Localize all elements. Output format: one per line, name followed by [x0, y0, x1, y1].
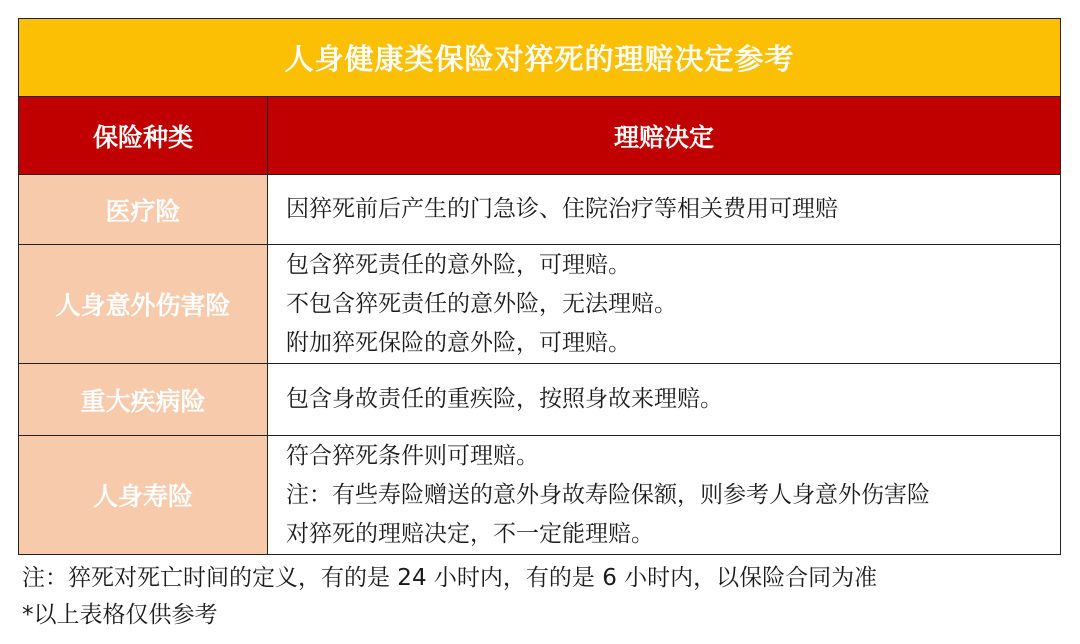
- footnote-disclaimer: *以上表格仅供参考: [22, 602, 218, 628]
- table-row: [19, 245, 1061, 364]
- decision-line: 附加猝死保险的意外险，可理赔。: [286, 329, 631, 356]
- header-claim-decision: 理赔决定: [268, 97, 1061, 175]
- decision-line: 注：有些寿险赠送的意外身故寿险保额，则参考人身意外伤害险: [286, 481, 930, 508]
- row-category-accident: 人身意外伤害险: [19, 245, 268, 364]
- table-title-row: [19, 19, 1061, 97]
- row-category-critical-illness: 重大疾病险: [19, 364, 268, 436]
- decision-line: 因猝死前后产生的门急诊、住院治疗等相关费用可理赔: [286, 196, 838, 222]
- table-row: [19, 175, 1061, 245]
- row-decision-medical: [268, 175, 1061, 245]
- row-decision-life: [268, 436, 1061, 555]
- header-insurance-type: 保险种类: [19, 97, 268, 175]
- decision-line: 对猝死的理赔决定，不一定能理赔。: [286, 520, 654, 547]
- table-title: 人身健康类保险对猝死的理赔决定参考: [19, 19, 1061, 97]
- footnotes: [22, 560, 877, 634]
- decision-line: 不包含猝死责任的意外险，无法理赔。: [286, 290, 677, 317]
- claims-reference-table: [18, 18, 1061, 555]
- footnote-definition: 注：猝死对死亡时间的定义，有的是 24 小时内，有的是 6 小时内，以保险合同为准: [22, 565, 878, 591]
- row-category-medical: 医疗险: [19, 175, 268, 245]
- decision-line: 包含身故责任的重疾险，按照身故来理赔。: [286, 386, 723, 412]
- decision-line: 符合猝死条件则可理赔。: [286, 442, 539, 469]
- table-header-row: [19, 97, 1061, 175]
- row-category-life: 人身寿险: [19, 436, 268, 555]
- decision-line: 包含猝死责任的意外险，可理赔。: [286, 251, 631, 278]
- table-row: [19, 364, 1061, 436]
- table-row: [19, 436, 1061, 555]
- row-decision-critical-illness: [268, 364, 1061, 436]
- row-decision-accident: [268, 245, 1061, 364]
